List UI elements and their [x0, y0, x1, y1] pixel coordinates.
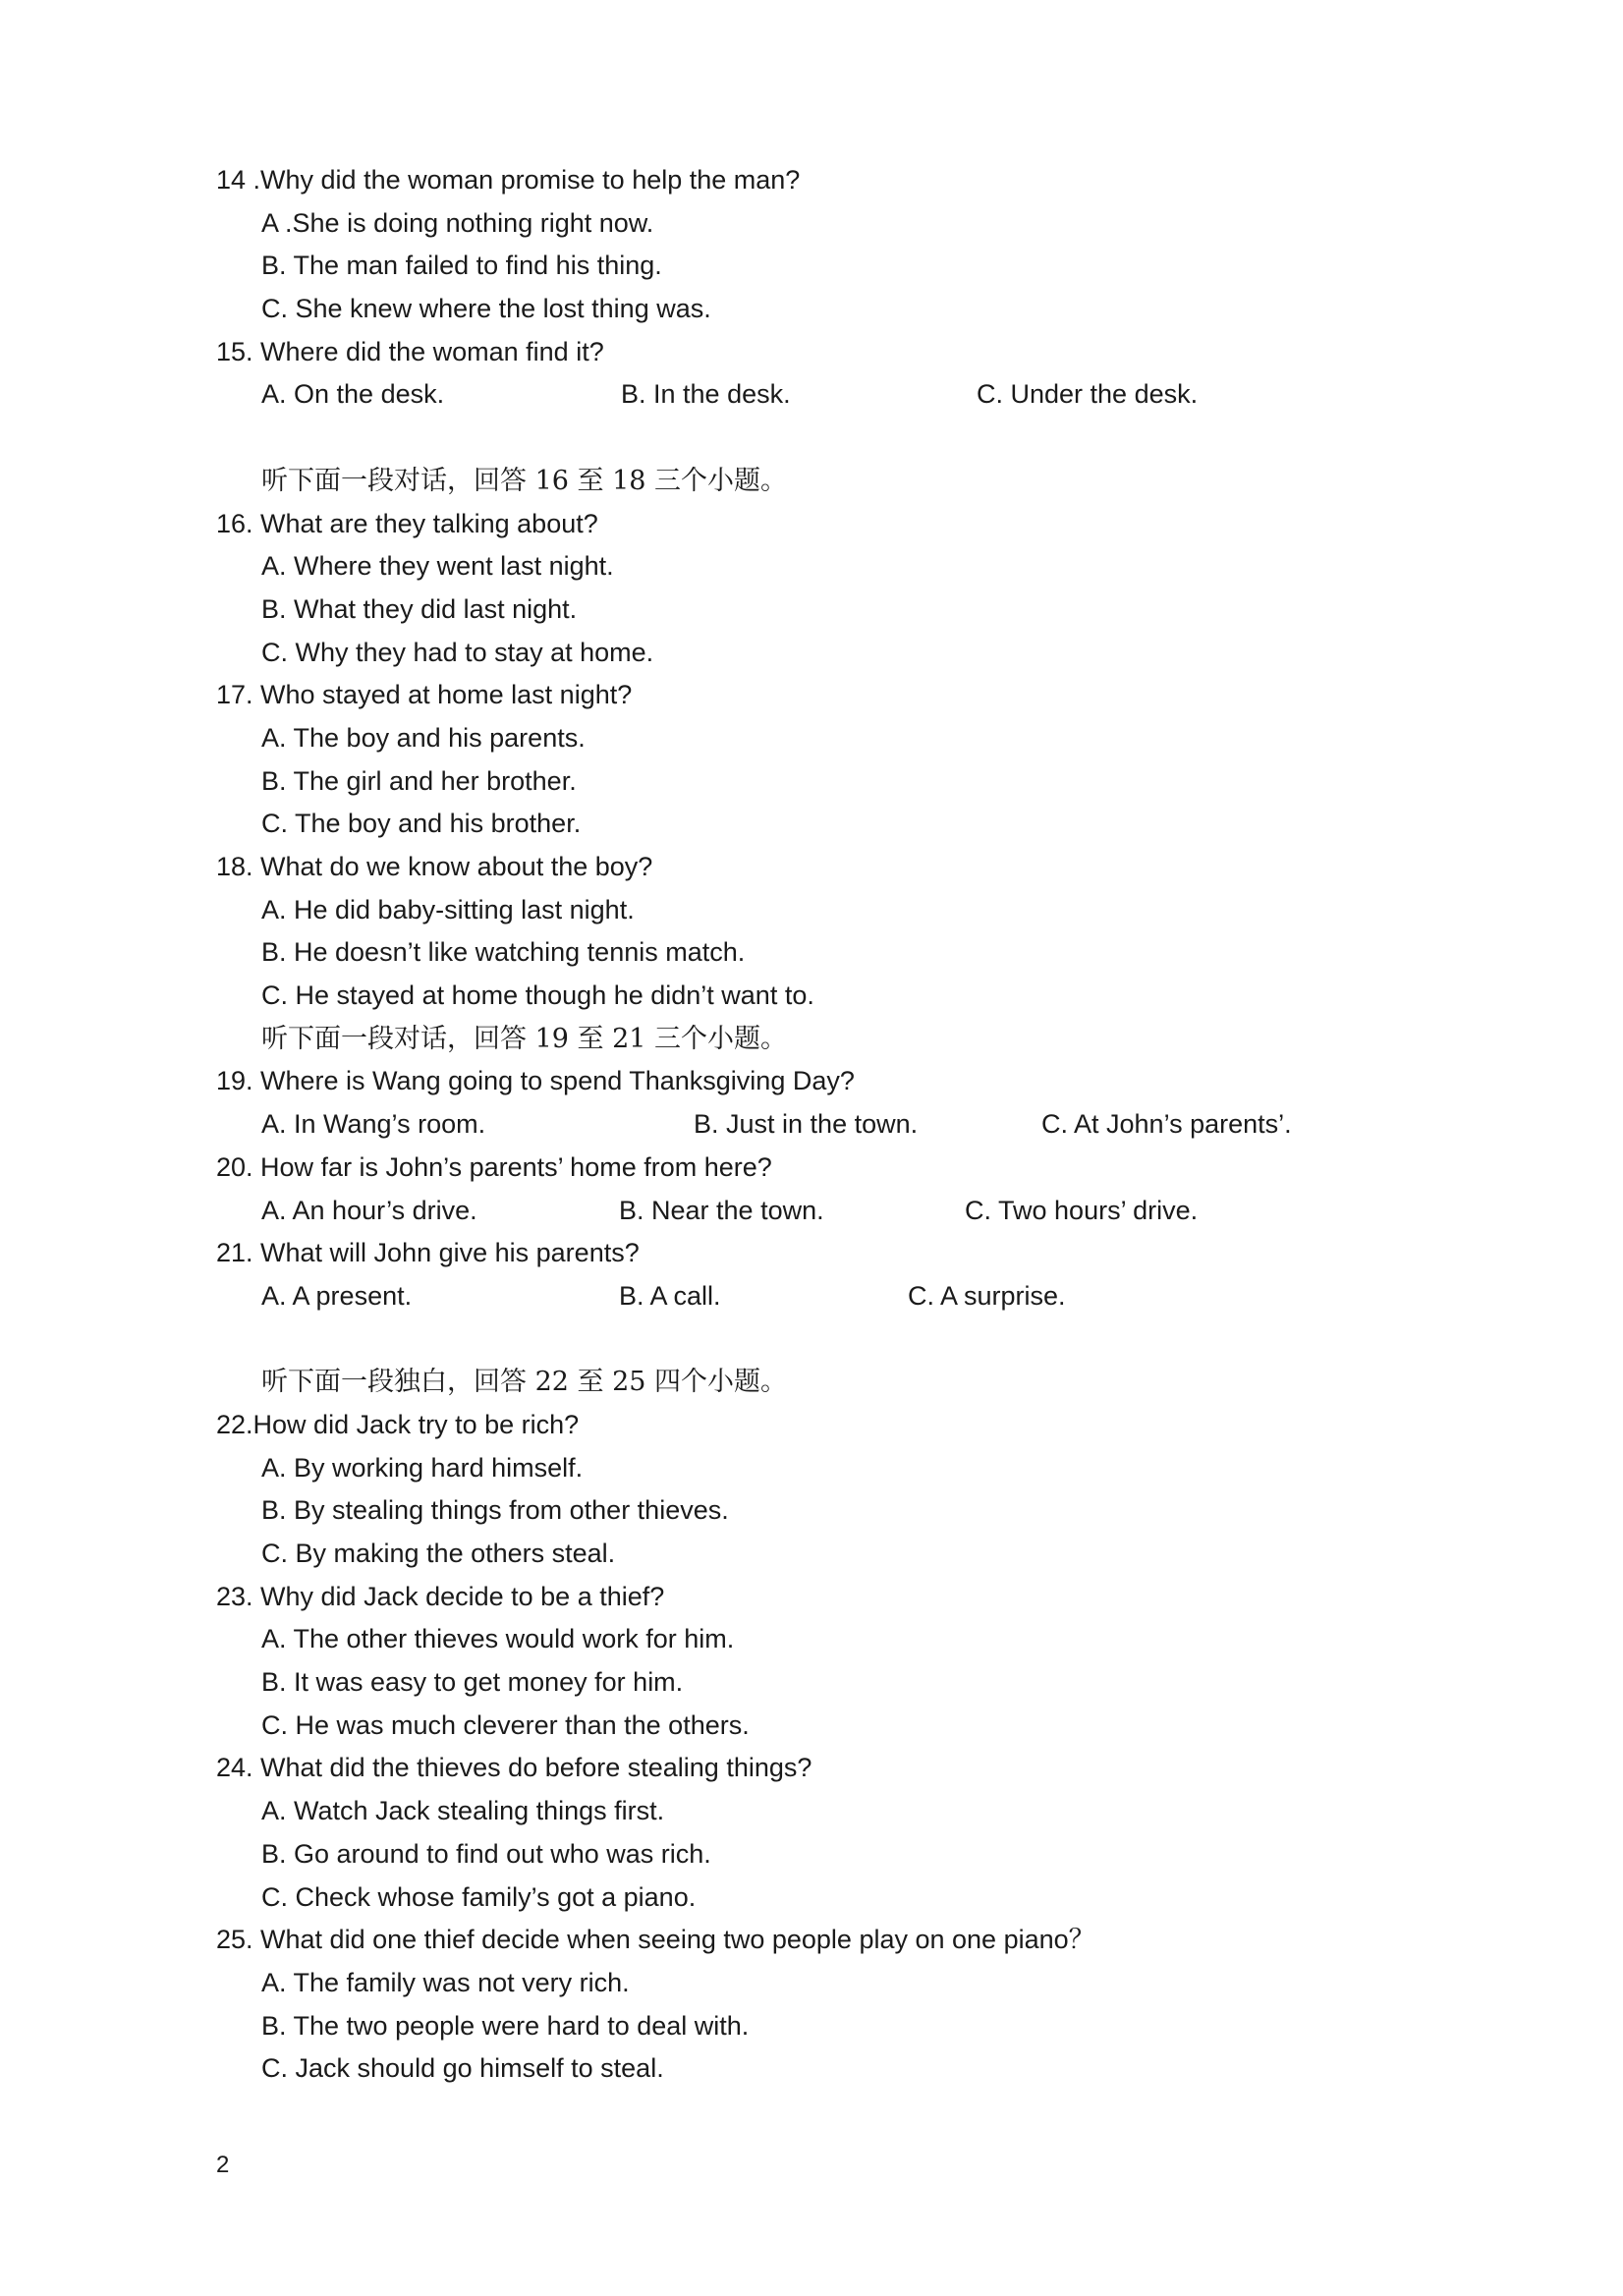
question-14: 14 .Why did the woman promise to help the man? [216, 165, 801, 195]
question-15: 15. Where did the woman find it? [216, 336, 604, 366]
question-14-option-b: B. The man failed to find his thing. [261, 251, 662, 281]
question-25-option-b: B. The two people were hard to deal with. [261, 2010, 750, 2041]
question-20-option-c: C. Two hours’ drive. [965, 1195, 1199, 1225]
question-18-option-c: C. He stayed at home though he didn’t want to. [261, 980, 814, 1011]
question-24-option-c: C. Check whose family’s got a piano. [261, 1881, 697, 1912]
question-18-option-b: B. He doesn’t like watching tennis match. [261, 937, 746, 968]
question-24: 24. What did the thieves do before stealing things? [216, 1753, 812, 1783]
question-16-option-a: A. Where they went last night. [261, 551, 614, 582]
section-heading-19-21: 听下面一段对话，回答 19 至 21 三个小题。 [261, 1023, 788, 1054]
question-19: 19. Where is Wang going to spend Thanksgiving Day? [216, 1066, 855, 1096]
page-number: 2 [216, 2152, 230, 2178]
question-15-options [216, 373, 1444, 417]
question-17-option-a: A. The boy and his parents. [261, 722, 586, 753]
question-21-option-c: C. A surprise. [908, 1280, 1066, 1311]
question-22-option-b: B. By stealing things from other thieves. [261, 1495, 729, 1526]
question-19-option-b: B. Just in the town. [694, 1109, 919, 1140]
question-24-option-b: B. Go around to find out who was rich. [261, 1838, 711, 1869]
question-16-option-b: B. What they did last night. [261, 593, 578, 624]
question-22: 22.How did Jack try to be rich? [216, 1409, 580, 1439]
question-20: 20. How far is John’s parents’ home from here? [216, 1151, 772, 1182]
question-14-option-a: A .She is doing nothing right now. [261, 207, 654, 238]
question-19-option-a: A. In Wang’s room. [261, 1109, 486, 1140]
question-20-options [216, 1190, 1444, 1233]
question-14-option-c: C. She knew where the lost thing was. [261, 294, 711, 324]
question-18-option-a: A. He did baby-sitting last night. [261, 894, 635, 924]
question-25: 25. What did one thief decide when seeing two people play on one piano？ [216, 1925, 1095, 1955]
question-23-option-a: A. The other thieves would work for him. [261, 1624, 735, 1654]
question-17-option-c: C. The boy and his brother. [261, 809, 582, 839]
question-24-option-a: A. Watch Jack stealing things first. [261, 1796, 665, 1826]
question-23-option-b: B. It was easy to get money for him. [261, 1667, 684, 1698]
section-heading-22-25: 听下面一段独白，回答 22 至 25 四个小题。 [261, 1367, 788, 1398]
spacer [216, 417, 1444, 460]
question-19-options [216, 1103, 1444, 1147]
question-16-option-c: C. Why they had to stay at home. [261, 637, 654, 667]
question-21-option-a: A. A present. [261, 1280, 413, 1311]
question-23-option-c: C. He was much cleverer than the others. [261, 1709, 750, 1740]
question-19-option-c: C. At John’s parents’. [1041, 1109, 1292, 1140]
question-21-option-b: B. A call. [619, 1280, 721, 1311]
question-20-option-a: A. An hour’s drive. [261, 1195, 477, 1225]
question-21: 21. What will John give his parents? [216, 1238, 640, 1268]
question-16: 16. What are they talking about? [216, 508, 598, 538]
question-23: 23. Why did Jack decide to be a thief? [216, 1581, 665, 1611]
question-17-option-b: B. The girl and her brother. [261, 765, 577, 796]
question-list [216, 159, 1444, 2091]
question-25-option-a: A. The family was not very rich. [261, 1967, 630, 1997]
question-18: 18. What do we know about the boy? [216, 852, 653, 881]
spacer [216, 1318, 1444, 1362]
question-21-options [216, 1275, 1444, 1318]
question-20-option-b: B. Near the town. [619, 1195, 824, 1225]
question-15-option-b: B. In the desk. [621, 379, 791, 410]
question-22-option-c: C. By making the others steal. [261, 1539, 616, 1568]
question-15-option-a: A. On the desk. [261, 379, 445, 410]
question-25-option-c: C. Jack should go himself to steal. [261, 2053, 664, 2084]
section-heading-16-18: 听下面一段对话，回答 16 至 18 三个小题。 [261, 465, 788, 496]
question-15-option-c: C. Under the desk. [977, 379, 1199, 410]
question-17: 17. Who stayed at home last night? [216, 680, 633, 710]
question-22-option-a: A. By working hard himself. [261, 1452, 584, 1483]
